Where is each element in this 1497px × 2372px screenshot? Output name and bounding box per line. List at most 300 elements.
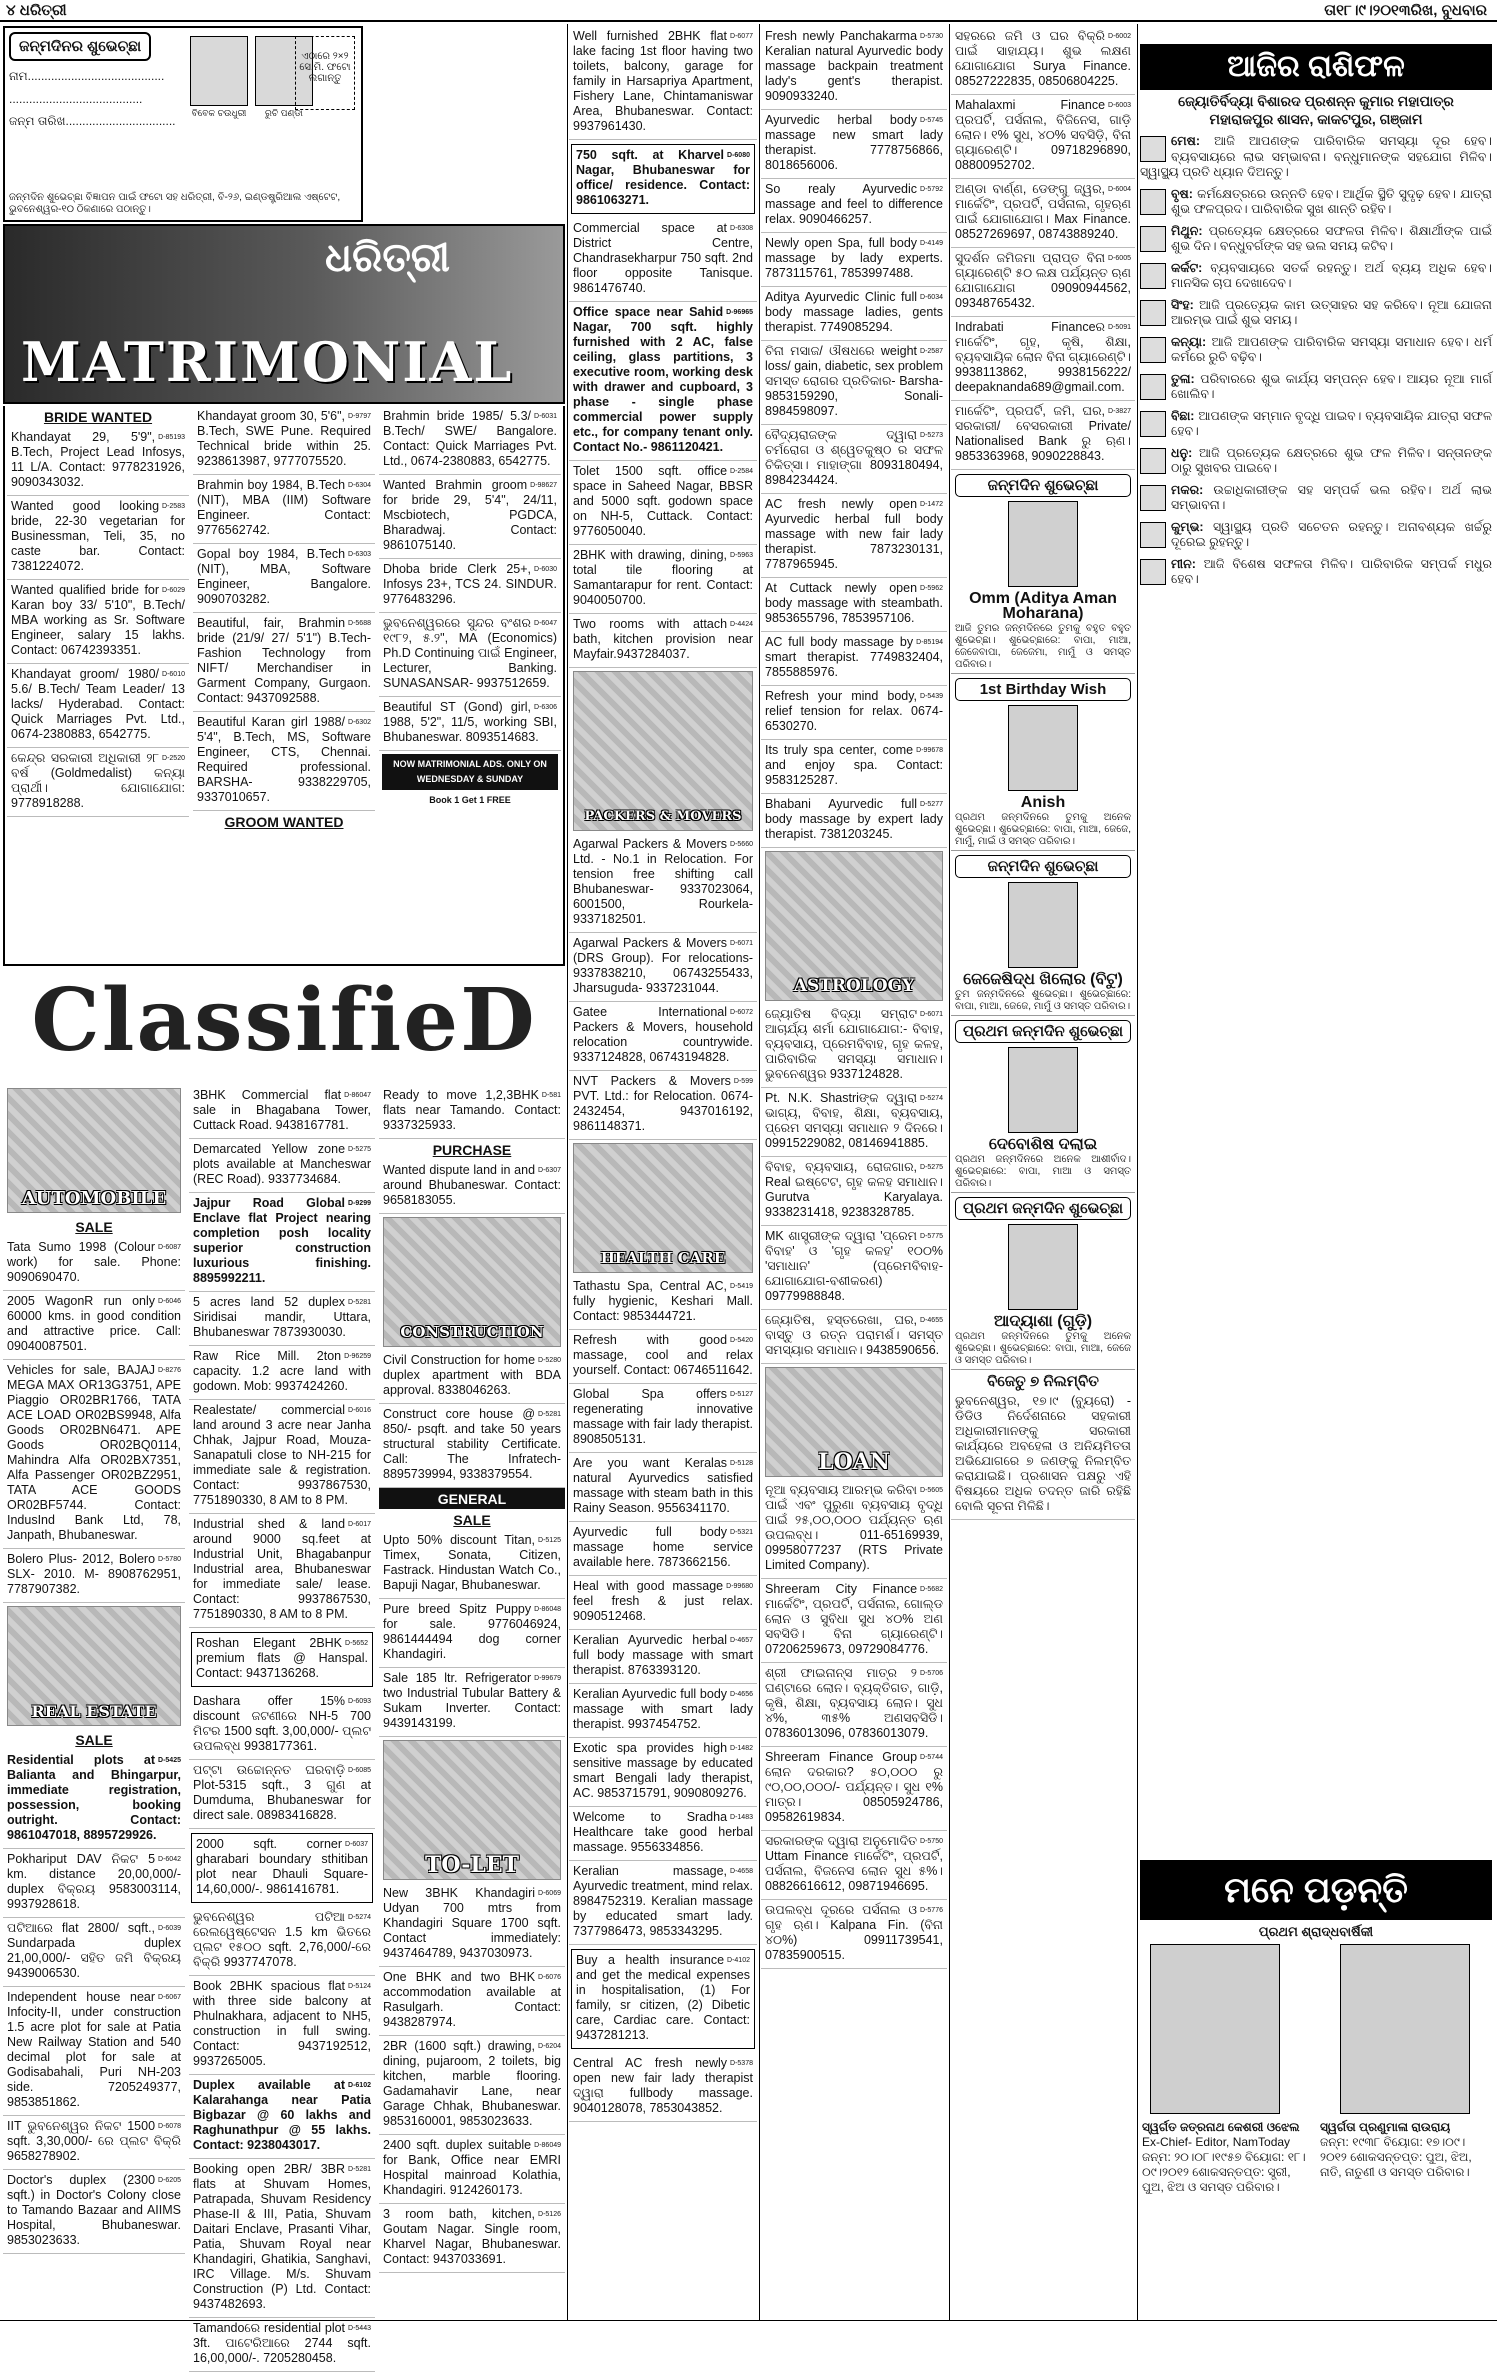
ad-text: D-86047 3BHK Commercial flat sale in Bhagabana Tower, Cuttack Road. 9438167781.: [193, 1088, 371, 1132]
ad-code: D-6037: [345, 1841, 368, 1848]
ad-text: D-5962 At Cuttack newly open body massage with steambath. 9853655796, 7853957106.: [765, 581, 943, 625]
wish-name: ଦେବୋଶିଷ ଦଲାଇ: [988, 1136, 1098, 1153]
ad-code: D-5605: [920, 1487, 943, 1494]
ad-text: D-5275 Demarcated Yellow zone plots available at Mancheswar (REC Road). 9337734684.: [193, 1142, 371, 1186]
classified-ad: [761, 1900, 947, 1969]
ad-text: D-6002 ସହରରେ ଜମି ଓ ଘର ବିକ୍ରି ପାଇଁ ସାହାଯ୍ୟ। ଶୁଭ ଲକ୍ଷଣ ଯୋଗାଯୋଗ Surya Finance. 08527222835, 08506804225.: [955, 29, 1131, 88]
rashi-sign: ମେଷ:: [1171, 134, 1201, 148]
classified-ad: [379, 475, 561, 559]
classified-ad: [761, 341, 947, 425]
real-estate-image: REAL ESTATE: [7, 1606, 181, 1726]
ad-text: D-6039 ପଟିଆରେ flat 2800/ sqft., Sundarpada duplex 21,00,000/- ସହିତ ଜମି ବିକ୍ରୟ 9439006530.: [7, 1921, 181, 1980]
ad-code: D-4655: [920, 1317, 943, 1324]
classified-ad: [569, 461, 757, 545]
ad-code: D-5125: [538, 1537, 561, 1544]
classified-ad: [761, 26, 947, 110]
rashi-text: ଆଜି ପ୍ରତ୍ୟେକ କାମ ଉତ୍ସାହର ସହ କରିବେ। ନୂଆ ଯୋଜନା ଆରମ୍ଭ ପାଇଁ ଶୁଭ ସମୟ।: [1171, 297, 1492, 327]
ad-code: D-5443: [348, 2325, 371, 2332]
rashi-entry: [1140, 372, 1492, 403]
classified-ad: [379, 1085, 565, 1139]
page-number: ୪ ଧରିତ୍ରୀ: [6, 2, 67, 19]
ad-text: D-6067 Independent house near Infocity-II, under construction 1.5 acre plot for sale at Patia New Railway Station and 540 decimal plot for sale at Godisabahali, Puri NH-203 side. 7205249377, 9853851862.: [7, 1990, 181, 2109]
classified-heading: ClassifieD: [31, 970, 537, 1071]
ad-code: D-1472: [920, 501, 943, 508]
real-estate-sale-title: SALE: [75, 1732, 113, 1748]
classified-ad: [7, 748, 189, 817]
ad-text: D-5443 Tamandoରେ residential plot 3ft. ପାଟେରିଆରେ 2744 sqft. 16,00,000/-. 7205280458.: [193, 2321, 371, 2365]
classified-ad: [3, 1918, 185, 1987]
child-photo: [1008, 705, 1078, 791]
ad-code: D-86047: [344, 1092, 371, 1099]
ad-text: D-6306 Beautiful ST (Gond) girl, 1988, 5'2", 11/5, working SBI, Bhubaneswar. 8093514683.: [383, 700, 557, 744]
ad-code: D-581: [541, 1092, 561, 1099]
ad-code: D-5275: [348, 1146, 371, 1153]
ad-code: D-99680: [726, 1583, 753, 1590]
classified-ad: [761, 1747, 947, 1831]
ad-text: D-5420 Refresh with good massage, cool and relax yourself. Contact: 06746511642.: [573, 1333, 753, 1377]
ad-code: D-6067: [158, 1994, 181, 2001]
ad-code: D-2583: [162, 503, 185, 510]
ad-text: D-1483 Welcome to Sradha Healthcare take good herbal massage. 9556334856.: [573, 1810, 753, 1854]
ad-code: D-6046: [158, 1298, 181, 1305]
ad-code: D-6042: [158, 1856, 181, 1863]
ad-code: D-5425: [158, 1757, 181, 1764]
ad-text: D-5750 ସରକାରଙ୍କ ଦ୍ୱାରା ଅନୁମୋଦିତ Uttam Finance ମାର୍କେଟିଂ, ପ୍ରପର୍ଟି, ପର୍ସନାଲ, ବିଜନେସ ଲୋନ ସୁଧ ୫%। 08826616612, 09871946695.: [765, 1834, 943, 1893]
birthday-wish: [951, 474, 1135, 674]
ad-text: D-6077 Well furnished 2BHK flat lake facing 1st floor having two toilets, balcony, garage for family in Harsapriya Apartment, Fishery Lane, Chintamaniswar Area, Bhubaneswar. Contact: 9937961430.: [573, 29, 753, 133]
ad-text: D-6204 2BR (1600 sqft.) drawing, dining, pujaroom, 2 toilets, big kitchen, marble flooring. Gadamahavir Lane, near Garage Chhak, Bhubaneswar. 9853160001, 9853023633.: [383, 2039, 561, 2128]
memorial-photo-right: [1340, 1944, 1470, 2114]
classified-ad: [3, 2116, 185, 2170]
ad-code: D-6010: [162, 671, 185, 678]
ad-code: D-6102: [348, 2082, 371, 2089]
ad-code: D-5419: [730, 1283, 753, 1290]
ad-text: D-5281 Booking open 2BR/ 3BR flats at Shuvam Homes, Patrapada, Shuvam Residency Phase-II & III, Patia, Shuvam Daitari Enclave, Prasanti Vihar, Patia, Shuvam Royal near Khandagiri, Ghatikia, Sanghavi, IRC Village. M/s. Shuvam Construction (P) Ltd. Contact: 9437482693.: [193, 2162, 371, 2311]
classified-ad: [189, 1907, 375, 1976]
ad-text: D-599 NVT Packers & Movers PVT. Ltd.: for Relocation. 0674-2432454, 9437016192, 9861148371.: [573, 1074, 753, 1133]
classified-ad: [569, 1576, 757, 1630]
classified-ad: [951, 401, 1135, 470]
ad-text: D-6046 2005 WagonR run only 60000 kms. in good condition and attractive price. Call: 09040087501.: [7, 1294, 181, 1353]
ad-code: D-5682: [920, 1586, 943, 1593]
ad-code: D-4656: [730, 1691, 753, 1698]
rashi-text: ବ୍ୟବସାୟରେ ସତର୍କ ରହନ୍ତୁ। ଅର୍ଥ ବ୍ୟୟ ଅଧିକ ହେବ। ମାନସିକ ଚାପ ଦେଖାଦେବ।: [1171, 260, 1492, 290]
ad-code: D-5775: [920, 1233, 943, 1240]
rashi-entry: [1140, 187, 1492, 218]
ad-code: D-6047: [534, 620, 557, 627]
ad-code: D-9797: [348, 413, 371, 420]
ad-code: D-6069: [538, 1890, 561, 1897]
ad-text: D-2520 କେନ୍ଦ୍ର ସରକାରୀ ଅଧିକାରୀ ୨୮ ବର୍ଷ (Goldmedalist) କନ୍ୟା ପ୍ରାର୍ଥୀ। ଯୋଗାଯୋଗ: 9778918288.: [11, 751, 185, 810]
ad-text: D-6205 Doctor's duplex (2300 sqft.) in Doctor's Colony close to Tamando Bazaar and AIIMS Hospital, Bhubaneswar. 9853023633.: [7, 2173, 181, 2247]
classified-ad: [951, 317, 1135, 401]
ad-text: D-96259 Raw Rice Mill. 2ton capacity. 1.2 acre land with godown. Mob: 9937424260.: [193, 1349, 371, 1393]
ad-code: D-5378: [730, 2060, 753, 2067]
rashi-entry: [1140, 557, 1492, 588]
rashi-entry: [1140, 298, 1492, 329]
child-photo: [1008, 501, 1078, 587]
classified-ad: [3, 1987, 185, 2116]
classified-ad: [7, 496, 189, 580]
ad-text: D-5321 Ayurvedic full body massage home service available here. 7873662156.: [573, 1525, 753, 1569]
ad-code: D-5281: [538, 1411, 561, 1418]
rashifala-astrologer: [1140, 92, 1492, 128]
automobile-image: AUTOMOBILE: [7, 1088, 181, 1213]
loan-image: LOAN: [765, 1367, 943, 1477]
ad-text: D-99680 Heal with good massage feel fresh & just relax. 9090512468.: [573, 1579, 753, 1623]
classified-ad: [3, 1237, 185, 1291]
ad-text: D-5775 MK ଶାସ୍ତ୍ରୀଙ୍କ ଦ୍ୱାରା 'ପ୍ରେମ ବିବାହ' ଓ 'ଗୃହ କଳହ' ୧୦୦% 'ସମାଧାନ' (ପ୍ରେମବିବାହ-ଯୋଗାଯୋଗ-ବଶୀକରଣ) 09779988848.: [765, 1229, 943, 1303]
ad-code: D-6087: [158, 1244, 181, 1251]
classified-ad: [569, 1071, 757, 1140]
classified-ad: [569, 1861, 757, 1945]
ad-code: D-5776: [920, 1907, 943, 1914]
mone-padanti-sub: ପ୍ରଥମ ଶ୍ରାଦ୍ଧବାର୍ଷିକୀ: [1258, 1924, 1374, 1939]
classified-ad: [379, 613, 561, 697]
ad-code: D-6005: [1108, 255, 1131, 262]
automobile-sale-title: SALE: [75, 1219, 113, 1235]
ad-text: D-8276 Vehicles for sale, BAJAJ MEGA MAX OR13G3751, APE Piaggio OR02BR1766, TATA ACE LOAD OR02BS9948, Alfa Goods OR02BN6471. APE Goods OR02BQ0114, Mahindra Alfa OR02BX7351, Alfa Passenger OR02BZ2951, TATA ACE GOODS OR02BF5744. Contact: IndusInd Bank Ltd, 78, Janpath, Bhubaneswar.: [7, 1363, 181, 1542]
matrimonial-title: MATRIMONIAL: [21, 330, 514, 394]
ad-code: D-5126: [538, 2211, 561, 2218]
rashi-entry: [1140, 446, 1492, 477]
news-headline: ବିଜେତୁ ୭ ନିଲମ୍ବିତ: [987, 1373, 1099, 1390]
ad-code: D-6076: [538, 1974, 561, 1981]
column-d: [569, 26, 757, 2321]
zodiac-icon: [1140, 522, 1166, 548]
ad-text: D-5792 So realy Ayurvedic massage and feel to difference relax. 9090466257.: [765, 182, 943, 226]
classified-ad: [571, 1949, 755, 2049]
rashi-sign: କର୍କଟ:: [1171, 260, 1203, 275]
ad-text: D-5706 ଶ୍ରୀ ଫାଇନାନ୍ସ ମାତ୍ର ୨ ଘଣ୍ଟାରେ ଲୋନ। ବ୍ୟକ୍ତିଗତ, ଗାଡ଼ି, କୃଷି, ଶିକ୍ଷା, ବ୍ୟବସାୟ ଲୋନ। ସୁଧ ୪%, ୩୫% ଅଣସବସିଡି। 07836013096, 07836013079.: [765, 1666, 943, 1740]
page-footer: [0, 2320, 1497, 2334]
memorial-left-name: ସ୍ୱର୍ଗତ ଜତ୍ରନାଥ କେଶରୀ ଓଝେଲ: [1142, 2120, 1300, 2134]
ad-text: D-4657 Keralian Ayurvedic herbal full body massage with smart therapist. 8763393120.: [573, 1633, 753, 1677]
classified-ad: [7, 580, 189, 664]
ad-code: D-4424: [730, 621, 753, 628]
classified-ad: [7, 664, 189, 748]
wish-text: ଆଜି ତୁମର ଜନ୍ମଦିନରେ ତୁମକୁ ବହୁତ ବହୁତ ଶୁଭେଚ୍ଛା। ଶୁଭେଚ୍ଛାରେ: ବାପା, ମାଆ, ଜେଜେବାପା, ଜେଜେମା, ମାମୁଁ ଓ ସମସ୍ତ ପରିବାର।: [955, 623, 1131, 670]
classified-ad: [569, 218, 757, 302]
ad-text: D-4655 ଜ୍ୟୋତିଷ, ହସ୍ତରେଖା, ଘର, ବାସ୍ତୁ ଓ ରତ୍ନ ପରାମର୍ଶ। ସମସ୍ତ ସମସ୍ୟାର ସମାଧାନ। 9438590656.: [765, 1313, 943, 1357]
ad-code: D-5963: [730, 552, 753, 559]
ad-text: D-6078 IIT ଭୁବନେଶ୍ୱର ନିକଟ 1500 sqft. 3,30,000/- ରେ ପ୍ଲଟ ବିକ୍ରି 9658278902.: [7, 2119, 181, 2163]
ad-code: D-2587: [920, 348, 943, 355]
classified-ad: [761, 578, 947, 632]
classified-ad: [761, 425, 947, 494]
ad-text: D-6072 Gatee International Packers & Movers, household relocation countrywide. 9337124828, 06743194828.: [573, 1005, 753, 1064]
classified-ad: [3, 2170, 185, 2254]
ad-code: D-4149: [920, 240, 943, 247]
ad-text: D-6010 Khandayat groom/ 1980/ 5.6/ B.Tech/ Team Leader/ 13 lacks/ Hyderabad. Contact: Quick Marriages Pvt. Ltd., 0674-2380883, 6542775.: [11, 667, 185, 741]
ad-code: D-5660: [730, 841, 753, 848]
classified-ad: [569, 1330, 757, 1384]
classified-ad: [569, 2053, 757, 2122]
wish-text: ପ୍ରଥମ ଜନ୍ମଦିନରେ ତୁମକୁ ଅନେକ ଶୁଭେଚ୍ଛା। ଶୁଭେଚ୍ଛାରେ: ବାପା, ମାଆ, ଜେଜେ ଓ ସମସ୍ତ ପରିବାର।: [955, 1331, 1131, 1366]
classified-ad: [379, 1160, 565, 1214]
classified-ad: [569, 1453, 757, 1522]
classified-ad: [193, 406, 375, 475]
ad-code: D-6071: [920, 1011, 943, 1018]
date-line: ଜନ୍ମ ତାରିଖ.................................: [9, 114, 176, 128]
classified-ad: [191, 1833, 373, 1903]
ad-code: D-6003: [1108, 102, 1131, 109]
ad-text: D-3827 ମାର୍କେଟିଂ, ପ୍ରପର୍ଟି, ଜମି, ଘର, ସରକାରୀ/ ବେସରକାରୀ Private/ Nationalised Bank ରୁ ଋଣ। 9853363968, 9090228843.: [955, 404, 1131, 463]
ad-text: D-5124 Book 2BHK spacious flat with three side balcony at Phulnakhara, adjacent to NH5, construction in full swing. Contact: 9437192512, 9937265005.: [193, 1979, 371, 2068]
memorial-left: [1142, 2120, 1312, 2195]
page-date: ତା୧୮।୯।୨୦୧୩ରିଖ, ବୁଧବାର: [1324, 2, 1487, 19]
classified-ad: [761, 632, 947, 686]
news-body: ଭୁବନେଶ୍ୱର, ୧୭।୯ (ବ୍ୟୁରୋ) - ଡିଡିଓ ନିର୍ଦେଶନାରେ ସହକାରୀ ଅଧିକାରୀମାନଙ୍କୁ ସରକାରୀ କାର୍ଯ୍ୟରେ ଅବହେଳା ଓ ଅନିୟମିତତା ଅଭିଯୋଗରେ ୭ ଜଣଙ୍କୁ ନିଲମ୍ବିତ କରାଯାଇଛି। ପ୍ରଶାସନ ପକ୍ଷରୁ ଏହି ବିଷୟରେ ଅଧିକ ତଦନ୍ତ ଜାରି ରହିଛି ବୋଲି ସୂଚନା ମିଳିଛି।: [951, 1391, 1135, 1520]
rashi-sign: ଧନୁ:: [1171, 445, 1193, 460]
classified-ad: [379, 1668, 565, 1737]
rashi-entry: [1140, 134, 1492, 181]
ad-text: D-5126 3 room bath, kitchen, Goutam Nagar. Single room, Kharvel Nagar, Bhubaneswar. Contact: 9437033691.: [383, 2207, 561, 2266]
zodiac-icon: [1140, 559, 1166, 585]
ad-text: D-5605 ନୂଆ ବ୍ୟବସାୟ ଆରମ୍ଭ କରିବା ପାଇଁ ଏବଂ ପୁରୁଣା ବ୍ୟବସାୟ ବୃଦ୍ଧି ପାଇଁ ୨୫,୦୦,୦୦୦ ପର୍ଯ୍ୟନ୍ତ ଋଣ ଉପଲବ୍ଧ। 011-65169939, 09958077237 (RTS Private Limited Company).: [765, 1483, 943, 1572]
zodiac-icon: [1140, 337, 1166, 363]
ad-code: D-6302: [348, 719, 371, 726]
photo-caption: ବିବେକ ଚଉଧୁରୀ: [191, 108, 247, 118]
zodiac-icon: [1140, 136, 1166, 162]
classified-ad: [189, 1514, 375, 1628]
ad-text: D-5274 Pt. N.K. Shastriଙ୍କ ଦ୍ୱାରା ଭାଗ୍ୟ, ବିବାହ, ଶିକ୍ଷା, ବ୍ୟବସାୟ, ପ୍ରେମ ସମସ୍ୟା ସମାଧାନ ୨ ଦିନରେ। 09915229082, 08146941885.: [765, 1091, 943, 1150]
ad-code: D-6017: [348, 1521, 371, 1528]
astrologer-name: ଜ୍ୟୋତିର୍ବିଦ୍ୟା ବିଶାରଦ ପ୍ରଶନ୍ନ କୁମାର ମହାପାତ୍ର: [1178, 93, 1454, 109]
rashi-text: ଆପଣଙ୍କ ସମ୍ମାନ ବୃଦ୍ଧି ପାଇବ। ବ୍ୟବସାୟିକ ଯାତ୍ରା ସଫଳ ହେବ।: [1171, 408, 1492, 438]
ad-code: D-5277: [920, 801, 943, 808]
ad-text: D-5780 Bolero Plus- 2012, Bolero SLX- 2010. M- 8908762951, 7787907382.: [7, 1552, 181, 1596]
ad-code: D-6002: [1108, 33, 1131, 40]
ad-text: D-85194 AC full body massage by smart therapist. 7749832404, 7855885976.: [765, 635, 943, 679]
ad-code: D-6093: [348, 1698, 371, 1705]
ad-code: D-5091: [1108, 324, 1131, 331]
photo-caption: ରୁଚି ପଣ୍ଡା: [265, 108, 303, 118]
classified-ad: [761, 110, 947, 179]
ad-code: D-5652: [345, 1640, 368, 1647]
ad-text: D-86049 2400 sqft. duplex suitable for Bank, Office near EMRI Hospital mainroad Kolathia, Khandagiri. 9124260173.: [383, 2138, 561, 2197]
ad-code: D-86048: [534, 1606, 561, 1613]
ad-code: D-2520: [162, 755, 185, 762]
classified-ad: [569, 1002, 757, 1071]
ad-code: D-5274: [348, 1914, 371, 1921]
classified-ad: [379, 2036, 565, 2135]
ad-text: D-4149 Newly open Spa, full body massage by lady experts. 7873115761, 7853997488.: [765, 236, 943, 280]
ad-code: D-6205: [158, 2177, 181, 2184]
classified-ad: [3, 1291, 185, 1360]
ad-text: D-6076 One BHK and two BHK accommodation available at Rasulgarh. Contact: 9438287974.: [383, 1970, 561, 2029]
zodiac-icon: [1140, 374, 1166, 400]
child-photo: [1008, 1224, 1078, 1310]
rashi-sign: ବୃଷ:: [1171, 186, 1193, 201]
ad-text: D-6005 ସୁଦର୍ଶନ ଜମିଜମା ପ୍ରାପ୍ତ ବିନା ଗ୍ୟାରେଣ୍ଟି ୫୦ ଲକ୍ଷ ପର୍ଯ୍ୟନ୍ତ ଋଣ ଯୋଗାଯୋଗ 09090944562, 09348765432.: [955, 251, 1131, 310]
photo-slot: ଏଠାରେ ୨×୨ ସେ.ମି. ଫଟୋ ଲଗାନ୍ତୁ: [295, 36, 355, 110]
astrology-image: ASTROLOGY: [765, 851, 943, 1001]
ad-code: D-96259: [344, 1353, 371, 1360]
ad-code: D-6306: [534, 704, 557, 711]
ad-code: D-5750: [920, 1838, 943, 1845]
ad-code: D-6039: [158, 1925, 181, 1932]
ad-text: D-6037 2000 sqft. corner gharabari boundary sthitiban plot near Dhauli Square- 14,60,000/-. 9861416781.: [196, 1837, 368, 1896]
ad-text: D-5091 Indrabati Financeର ମାର୍କେଟିଂ, ଗୃହ, କୃଷି, ଶିକ୍ଷା, ବ୍ୟବସାୟିକ ଲୋନ ବିନା ଗ୍ୟାରେଣ୍ଟି। 9938113862, 9938156222/ deepaknanda689@gmail.com.: [955, 320, 1131, 394]
ad-text: D-5439 Refresh your mind body, relief tension for relax. 0674-6530270.: [765, 689, 943, 733]
classified-ad: [761, 686, 947, 740]
classified-ad: [569, 1738, 757, 1807]
wish-heading: ପ୍ରଥମ ଜନ୍ମଦିନ ଶୁଭେଚ୍ଛା: [955, 1020, 1131, 1043]
classified-ad: [189, 1760, 375, 1829]
classified-ad: [189, 2159, 375, 2318]
ad-text: D-5963 2BHK with drawing, dining, total tile flooring at Samantarapur for rent. Contact: 9040050700.: [573, 548, 753, 607]
ad-text: D-5125 Upto 50% discount Titan, Timex, Sonata, Citizen, Fastrack. Hindustan Watch Co., Bapuji Nagar, Bhubaneswar.: [383, 1533, 561, 1592]
column-rule: [1137, 24, 1138, 2320]
birthday-wish: [951, 1020, 1135, 1193]
classified-ad: [3, 1750, 185, 1849]
birthday-wish: [951, 1197, 1135, 1370]
ad-code: D-6004: [1108, 186, 1131, 193]
classified-ad: [3, 1360, 185, 1549]
ad-code: D-86049: [534, 2142, 561, 2149]
classified-ad: [761, 1004, 947, 1088]
rashi-entry: [1140, 520, 1492, 551]
ad-code: D-6078: [158, 2123, 181, 2130]
classified-ad: [189, 1292, 375, 1346]
classified-ad: [569, 302, 757, 461]
ad-text: D-4656 Keralian Ayurvedic full body massage with smart lady therapist. 9937454752.: [573, 1687, 753, 1731]
classified-ad: [189, 1346, 375, 1400]
classified-ad: [569, 545, 757, 614]
ad-text: D-6307 Wanted dispute land in and around Bhubaneswar. Contact: 9658183055.: [383, 1163, 561, 1207]
ad-code: D-5706: [920, 1670, 943, 1677]
ad-text: D-6016 Realestate/ commercial land around 3 acre near Janha Chhak, Jajpur Road, Mouza-Sanapatuli close to NH-215 for immediate sale & registration. Contact: 9937867530, 7751890330, 8 AM to 8 PM.: [193, 1403, 371, 1507]
child-photo: [1008, 882, 1078, 968]
column-b: [189, 1085, 375, 2365]
zodiac-icon: [1140, 448, 1166, 474]
ad-code: D-99679: [534, 1675, 561, 1682]
zodiac-icon: [1140, 411, 1166, 437]
ad-text: D-6030 Dhoba bride Clerk 25+, Infosys 23+, TCS 24. SINDUR. 9776483296.: [383, 562, 557, 606]
classified-ad: [189, 1400, 375, 1514]
rashi-entry: [1140, 261, 1492, 292]
ad-code: D-2584: [730, 468, 753, 475]
classified-ad: [191, 1632, 373, 1687]
ad-text: D-5273 ବୈଦ୍ୟରାଜଙ୍କ ଦ୍ୱାରା ଚର୍ମରୋଗ ଓ ଶ୍ୱେତକୁଷ୍ଠ ର ସଫଳ ଚିକିତ୍ସା। ମାହାଙ୍ଗା 8093180494, 8984234424.: [765, 428, 943, 487]
rashi-entry: [1140, 224, 1492, 255]
memorial-left-role: Ex-Chief- Editor, NamToday: [1142, 2135, 1291, 2149]
ad-text: D-6102 Duplex available at Kalarahanga near Patia Bigbazar @ 60 lakhs and Raghunathpur @ 55 lakhs. Contact: 9238043017.: [193, 2078, 371, 2152]
ad-text: D-86048 Pure breed Spitz Puppy for sale. 9776046924, 9861444494 dog corner Khandagiri.: [383, 1602, 561, 1661]
ad-text: D-5682 Shreeram City Finance ମାର୍କେଟିଂ, ପ୍ରପର୍ଟି, ପର୍ସନାଲ, ଗୋଲ୍ଡ ଲୋନ ଓ ସୁବିଧା ସୁଧ ୪୦% ଅଣ ସବସିଡି। ବିନା ଗ୍ୟାରେଣ୍ଟି। 07206259673, 09729084776.: [765, 1582, 943, 1656]
classified-ad: [761, 1088, 947, 1157]
birthday-wish: [951, 678, 1135, 851]
ad-text: D-6004 ଅଣ୍ଡା ବାର୍ଣ୍ଣ, ଡେଙ୍ଗୁ ଜ୍ୱର, ମାର୍କେଟିଂ, ପ୍ରପର୍ଟି, ପର୍ସନାଲ, ଗୃହଋଣ ପାଇଁ ଯୋଗାଯୋଗ। Max Finance. 08527269697, 08743889240.: [955, 182, 1131, 241]
ad-code: D-5273: [920, 432, 943, 439]
classified-ad: [569, 1630, 757, 1684]
rashi-text: ଆଜି ଆପଣଙ୍କ ପାରିବାରିକ ସମସ୍ୟା ଦୂର ହେବ। ବ୍ୟବସାୟରେ ଲାଭ ସମ୍ଭାବନା। ବନ୍ଧୁମାନଙ୍କ ସହଯୋଗ ମିଳିବ। ସ୍ୱାସ୍ଥ୍ୟ ପ୍ରତି ଧ୍ୟାନ ଦିଅନ୍ତୁ।: [1140, 134, 1492, 179]
ad-text: D-5274 ଭୁବନେଶ୍ୱର ପଟିଆ ରେଲୱେଷ୍ଟେସନ 1.5 km ଭିତରେ ପ୍ଲଟ ୧୫୦୦ sqft. 2,76,000/-ରେ ବିକ୍ରି 9937747078.: [193, 1910, 371, 1969]
matrimonial-col-2: [193, 406, 375, 832]
ad-code: D-6085: [348, 1767, 371, 1774]
classified-ad: [569, 614, 757, 668]
classified-ad: [761, 1579, 947, 1663]
matrimonial-banner: [3, 224, 565, 404]
classified-ad: [951, 179, 1135, 248]
ad-code: D-6034: [920, 294, 943, 301]
wish-name: ଜେଜେଷିଦ୍ଧ ଖିଲୋର (ବିଟୁ): [963, 971, 1123, 988]
ad-text: D-99679 Sale 185 ltr. Refrigerator two Industrial Tubular Battery & Sukam Inverter. Contact: 9439143199.: [383, 1671, 561, 1730]
rashi-text: ଆଜି ବିଶେଷ ସଫଳତା ମିଳିବ। ପାରିବାରିକ ସମ୍ପର୍କ ମଧୁର ହେବ।: [1171, 556, 1492, 586]
classified-ad: [379, 697, 561, 751]
ad-code: D-99678: [916, 747, 943, 754]
classified-ad: [379, 1967, 565, 2036]
child-photo: [1008, 1047, 1078, 1133]
ad-code: D-85193: [158, 434, 185, 441]
column-rule: [567, 24, 568, 2320]
classified-ad: [569, 26, 757, 140]
wish-text: ପ୍ରଥମ ଜନ୍ମଦିନରେ ଅନେକ ଆଶୀର୍ବାଦ। ଶୁଭେଚ୍ଛାରେ: ବାପା, ମାଆ ଓ ସମସ୍ତ ପରିବାର।: [955, 1154, 1131, 1189]
ad-text: D-6003 Mahalaxmi Finance ପ୍ରପର୍ଟି, ପର୍ସନାଲ, ବିଜିନେସ, ଗାଡ଼ି ଲୋନ। ୧% ସୁଧ, ୪୦% ସବସିଡ଼ି, ବିନା ଗ୍ୟାରେଣ୍ଟି। 09718296890, 08800952702.: [955, 98, 1131, 172]
ad-code: D-5792: [920, 186, 943, 193]
bride-wanted-title: BRIDE WANTED: [43, 409, 153, 425]
ad-text: D-5744 Shreeram Finance Group ଲୋନ ଦରକାର? ୫୦,୦୦୦ ରୁ ୯୦,୦୦,୦୦୦/- ପର୍ଯ୍ୟନ୍ତ। ସୁଧ ୧% ମାତ୍ର। 08505924786, 09582619834.: [765, 1750, 943, 1824]
ad-text: D-6034 Aditya Ayurvedic Clinic full body massage ladies, gents therapist. 7749085294.: [765, 290, 943, 334]
ad-text: D-5652 Roshan Elegant 2BHK premium flats @ Hanspal. Contact: 9437136268.: [196, 1636, 368, 1680]
classified-ad: [193, 613, 375, 712]
classified-ad: [189, 1085, 375, 1139]
mone-padanti-title: ମନେ ପଡ଼ନ୍ତି: [1140, 1860, 1492, 1920]
ad-code: D-5281: [348, 1299, 371, 1306]
ad-text: D-6047 ଭୁବନେଶ୍ୱରରେ ସୁନ୍ଦର ବଂଶର ୧୯୮୨, ୫.୨", MA (Economics) Ph.D Continuing ପାଇଁ Engineer, Lecturer, Banking. SUNASANSAR- 9937512659.: [383, 616, 557, 690]
ad-text: D-9299 Jajpur Road Global Enclave flat Project nearing completion posh locality superior construction luxurious finishing. 8895992211.: [193, 1196, 371, 1285]
classified-ad: [761, 1226, 947, 1310]
ad-code: D-5281: [348, 2166, 371, 2173]
column-f: [951, 26, 1135, 2321]
wish-name: Omm (Aditya Aman Moharana): [969, 590, 1117, 622]
classified-ad: [189, 1139, 375, 1193]
classified-ad: [193, 544, 375, 613]
birthday-note: ଜନ୍ମଦିନ ଶୁଭେଚ୍ଛା ବିଜ୍ଞାପନ ପାଇଁ ଫଟୋ ସହ ଧରିତ୍ରୀ, ବି-୨୬, ଇଣ୍ଡଷ୍ଟ୍ରିଆଲ ଏଷ୍ଟେଟ, ଭୁବନେଶ୍ୱର-୧୦ ଠିକଣାରେ ପଠାନ୍ତୁ।: [9, 192, 341, 215]
rashi-entry: [1140, 483, 1492, 514]
column-rule: [949, 24, 950, 2320]
zodiac-icon: [1140, 485, 1166, 511]
classified-ad: [569, 1276, 757, 1330]
ad-text: D-2583 Wanted good looking bride, 22-30 vegetarian for Businessman, Teli, 35, no caste bar. Contact: 7381224072.: [11, 499, 185, 573]
column-automobile-realestate: [3, 1085, 185, 2320]
classified-ad: [761, 1831, 947, 1900]
ad-code: D-5780: [158, 1556, 181, 1563]
rashi-text: ଆଜି ଆପଣଙ୍କ ପାରିବାରିକ ସମସ୍ୟା ସମାଧାନ ହେବ। ଧର୍ମ କର୍ମରେ ରୁଚି ବଢ଼ିବ।: [1171, 334, 1492, 364]
ad-text: D-6308 Commercial space at District Centre, Chandrasekharpur 750 sqft. 2nd floor opposite Tanisque. 9861476740.: [573, 221, 753, 295]
page-header: [0, 0, 1497, 22]
classified-ad: [951, 26, 1135, 95]
ad-code: D-9299: [348, 1200, 371, 1207]
classified-ad: [189, 1976, 375, 2075]
ad-text: D-4658 Keralian massage, Ayurvedic treatment, mind relax. 8984752319. Keralian massage by educated smart lady. 7377986473, 9853343295.: [573, 1864, 753, 1938]
column-e: [761, 26, 947, 2321]
ad-text: D-99678 Its truly spa center, come and enjoy spa. Contact: 9583125287.: [765, 743, 943, 787]
ad-code: D-6071: [730, 940, 753, 947]
ad-text: D-5378 Central AC fresh newly open new fair lady therapist ଦ୍ୱାରା fullbody massage. 9040128078, 7853043852.: [573, 2056, 753, 2115]
matrimonial-col-3: [379, 406, 561, 808]
wish-text: ପ୍ରଥମ ଜନ୍ମଦିନରେ ତୁମକୁ ଅନେକ ଶୁଭେଚ୍ଛା। ଶୁଭେଚ୍ଛାରେ: ବାପା, ମାଆ, ଜେଜେ, ମାମୁଁ, ମାଇଁ ଓ ସମସ୍ତ ପରିବାର।: [955, 812, 1131, 847]
ad-code: D-5962: [920, 585, 943, 592]
photo-sample: [190, 36, 248, 106]
ad-text: D-4424 Two rooms with attach bath, kitchen provision near Mayfair.9437284037.: [573, 617, 753, 661]
classified-ad: [193, 475, 375, 544]
ad-text: D-6069 New 3BHK Khandagiri Udyan 700 mtrs from Khandagiri Square 1700 sqft. Contact immediately: 9437464789, 9437030973.: [383, 1886, 561, 1960]
rashi-entry: [1140, 335, 1492, 366]
ad-code: D-5439: [920, 693, 943, 700]
ad-code: D-6304: [348, 482, 371, 489]
